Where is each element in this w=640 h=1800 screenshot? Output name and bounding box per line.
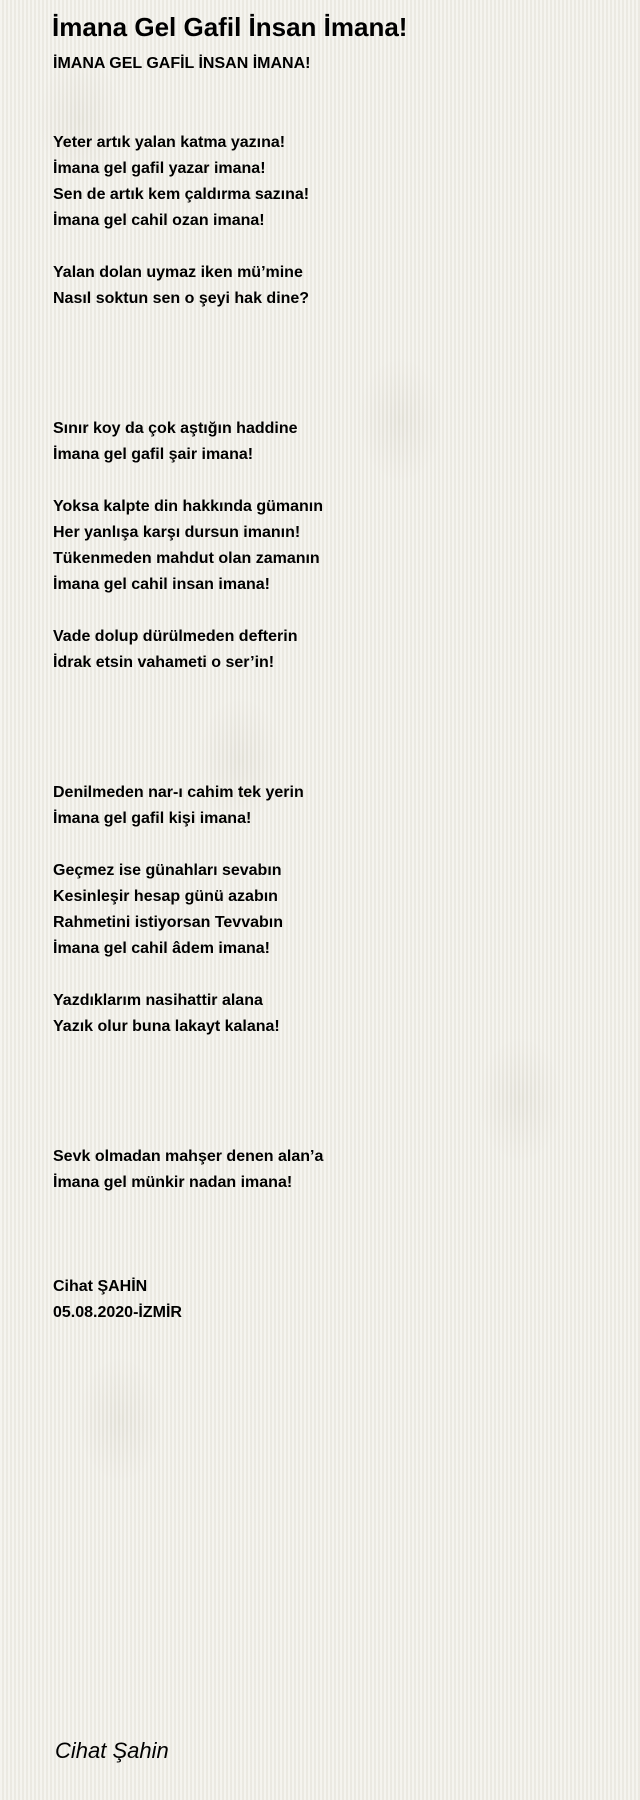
author-signature: Cihat Şahin [55,1738,169,1763]
poem-line: Vade dolup dürülmeden defterin [53,628,298,645]
stanza-gap [53,1066,613,1092]
poem-subtitle: İMANA GEL GAFİL İNSAN İMANA! [53,55,311,72]
stanza-gap [53,598,613,624]
poem-line: Sevk olmadan mahşer denen alan’a [53,1148,324,1165]
stanza-gap [53,364,613,390]
poem-line: Sınır koy da çok aştığın haddine [53,420,298,437]
stanza-gap [53,676,613,702]
poem-line: İmana gel cahil âdem imana! [53,940,270,957]
poem-line: İmana gel münkir nadan imana! [53,1174,293,1191]
poem-line: Yazdıklarım nasihattir alana [53,992,263,1009]
poem-line: İmana gel gafil şair imana! [53,446,254,463]
poem-line: Yalan dolan uymaz iken mü’mine [53,264,303,281]
stanza-gap [53,962,613,988]
stanza-gap [53,234,613,260]
poem-line: Yoksa kalpte din hakkında gümanın [53,498,323,515]
poem-line: İdrak etsin vahameti o ser’in! [53,654,275,671]
poem-line: Her yanlışa karşı dursun imanın! [53,524,301,541]
poem-line: İmana gel cahil insan imana! [53,576,270,593]
stanza-gap [53,312,613,338]
poem-line: Tükenmeden mahdut olan zamanın [53,550,320,567]
poem-title: İmana Gel Gafil İnsan İmana! [52,12,408,42]
stanza-gap [53,338,613,364]
stanza-gap [53,1092,613,1118]
stanza-gap [53,1248,613,1274]
poem-line: 05.08.2020-İZMİR [53,1304,182,1321]
poem-line: İmana gel gafil yazar imana! [53,160,266,177]
stanza-gap [53,1040,613,1066]
poem-line: Yeter artık yalan katma yazına! [53,134,286,151]
poem-line: Yazık olur buna lakayt kalana! [53,1018,280,1035]
poem-line: Geçmez ise günahları sevabın [53,862,282,879]
poem-line: İmana gel gafil kişi imana! [53,810,252,827]
poem-body [53,130,613,1326]
poem-line: Denilmeden nar-ı cahim tek yerin [53,784,304,801]
poem-line: İmana gel cahil ozan imana! [53,212,265,229]
poem-line: Sen de artık kem çaldırma sazına! [53,186,310,203]
poem-line: Kesinleşir hesap günü azabın [53,888,278,905]
stanza-gap [53,1118,613,1144]
stanza-gap [53,702,613,728]
poem-line: Rahmetini istiyorsan Tevvabın [53,914,283,931]
stanza-gap [53,728,613,754]
stanza-gap [53,832,613,858]
stanza-gap [53,1196,613,1222]
poem-line: Nasıl soktun sen o şeyi hak dine? [53,290,310,307]
stanza-gap [53,390,613,416]
stanza-gap [53,468,613,494]
stanza-gap [53,754,613,780]
stanza-gap [53,1222,613,1248]
poem-line: Cihat ŞAHİN [53,1278,148,1295]
